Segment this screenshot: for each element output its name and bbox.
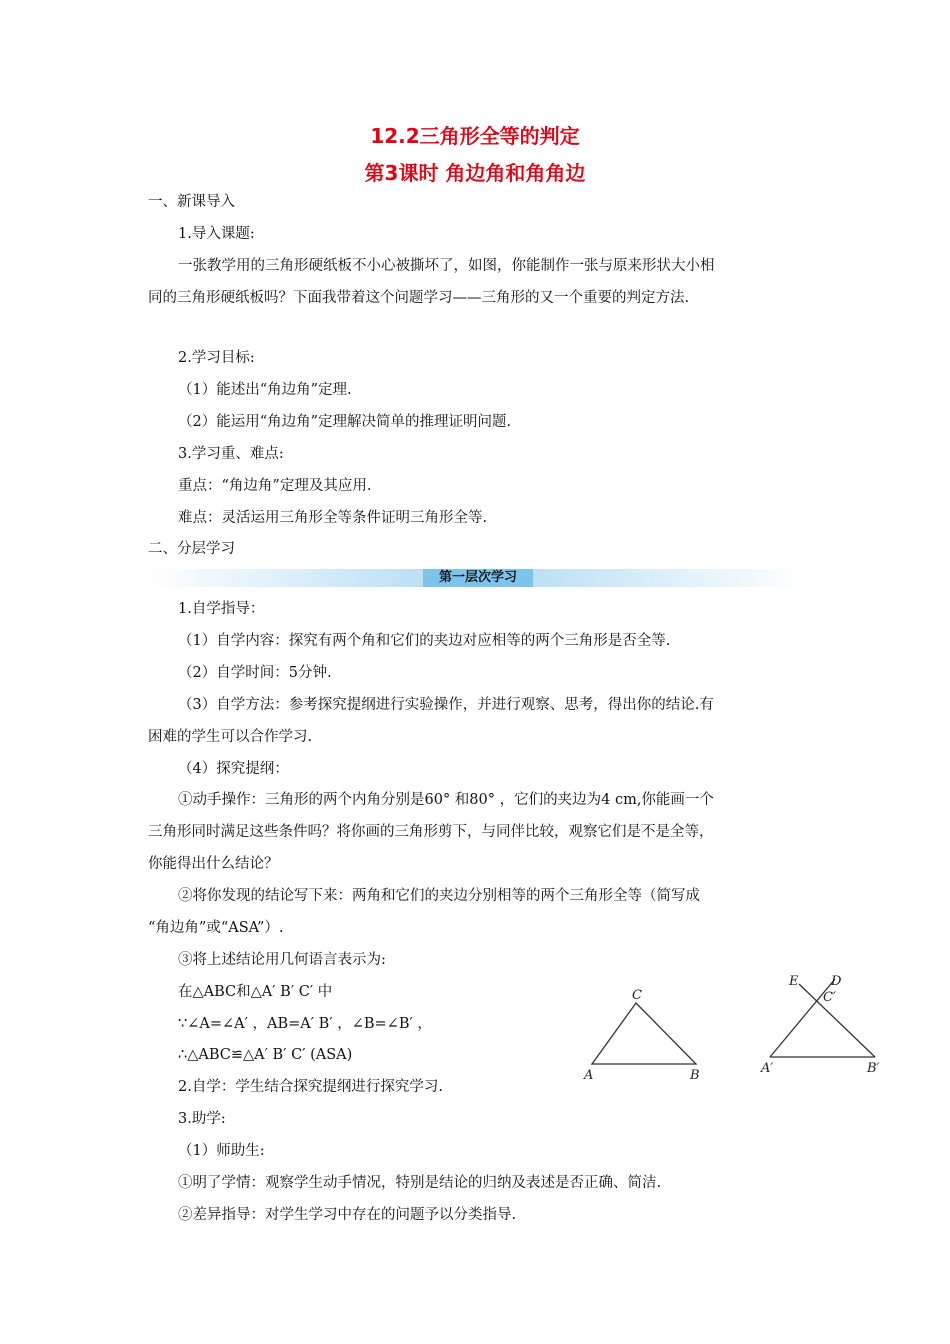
section-heading: 一、新课导入 (148, 194, 235, 210)
text-line: 1.自学指导： (178, 601, 265, 617)
text-line: （1）能述出“角边角”定理. (178, 382, 352, 398)
text-line: 一张教学用的三角形硬纸板不小心被撕坏了，如图，你能制作一张与原来形状大小相 (178, 258, 715, 274)
text-line: （3）自学方法：参考探究提纲进行实验操作，并进行观察、思考，得出你的结论.有 (178, 697, 714, 713)
label-e: E (789, 974, 799, 989)
section-heading: 二、分层学习 (148, 541, 235, 557)
label-b: B (690, 1068, 700, 1083)
text-line: （2）自学时间：5分钟. (178, 665, 332, 681)
text-line: 你能得出什么结论？ (148, 856, 279, 872)
ray-b-prime-e (799, 984, 875, 1057)
text-line: 2.自学：学生结合探究提纲进行探究学习. (178, 1079, 443, 1095)
label-a: A (584, 1068, 594, 1083)
label-d: D (831, 974, 842, 989)
text-line: ∵∠A=∠A′ ，AB=A′ B′ ，∠B=∠B′ ， (178, 1016, 432, 1032)
text-line: 3.助学: (178, 1111, 226, 1127)
text-line: ①明了学情：观察学生动手情况，特别是结论的归纳及表述是否正确、简洁. (178, 1175, 662, 1191)
title-line-1: 12.2三角形全等的判定 (370, 124, 580, 148)
label-c: C (632, 988, 642, 1003)
text-line: ③将上述结论用几何语言表示为: (178, 952, 386, 968)
text-line: ①动手操作：三角形的两个内角分别是60° 和80° ，它们的夹边为4 cm,你能画一个 (178, 792, 714, 808)
triangle-abc (592, 1003, 696, 1064)
text-line: ∴△ABC≌△A′ B′ C′ (ASA) (178, 1047, 353, 1063)
text-line: 困难的学生可以合作学习. (148, 729, 313, 745)
text-line: （4）探究提纲： (178, 761, 289, 777)
text-line: ②差异指导：对学生学习中存在的问题予以分类指导. (178, 1207, 517, 1223)
triangle-abc-figure (578, 985, 708, 1085)
text-line: （1）自学内容：探究有两个角和它们的夹边对应相等的两个三角形是否全等. (178, 633, 671, 649)
text-line: “角边角”或“ASA”）. (148, 920, 284, 936)
title-line-2: 第3课时 角边角和角角边 (364, 161, 586, 185)
text-line: ②将你发现的结论写下来：两角和它们的夹边分别相等的两个三角形全等（简写成 (178, 888, 700, 904)
text-line: 3.学习重、难点: (178, 446, 284, 462)
text-line: 2.学习目标: (178, 350, 255, 366)
text-line: 同的三角形硬纸板吗？下面我带着这个问题学习——三角形的又一个重要的判定方法. (148, 290, 690, 306)
triangle-a-prime-figure (755, 965, 895, 1085)
text-line: 三角形同时满足这些条件吗？将你画的三角形剪下，与同伴比较，观察它们是不是全等， (148, 824, 714, 840)
text-line: 在△ABC和△A′ B′ C′ 中 (178, 984, 333, 1000)
label-a-prime: A′ (761, 1061, 774, 1076)
layer-banner-label: 第一层次学习 (423, 569, 533, 587)
text-line: 难点：灵活运用三角形全等条件证明三角形全等. (178, 510, 488, 526)
text-line: （2）能运用“角边角”定理解决简单的推理证明问题. (178, 414, 512, 430)
text-line: （1）师助生: (178, 1143, 265, 1159)
label-b-prime: B′ (867, 1061, 880, 1076)
label-c-prime: C′ (823, 990, 836, 1005)
text-line: 重点：“角边角”定理及其应用. (178, 478, 372, 494)
text-line: 1.导入课题: (178, 226, 255, 242)
